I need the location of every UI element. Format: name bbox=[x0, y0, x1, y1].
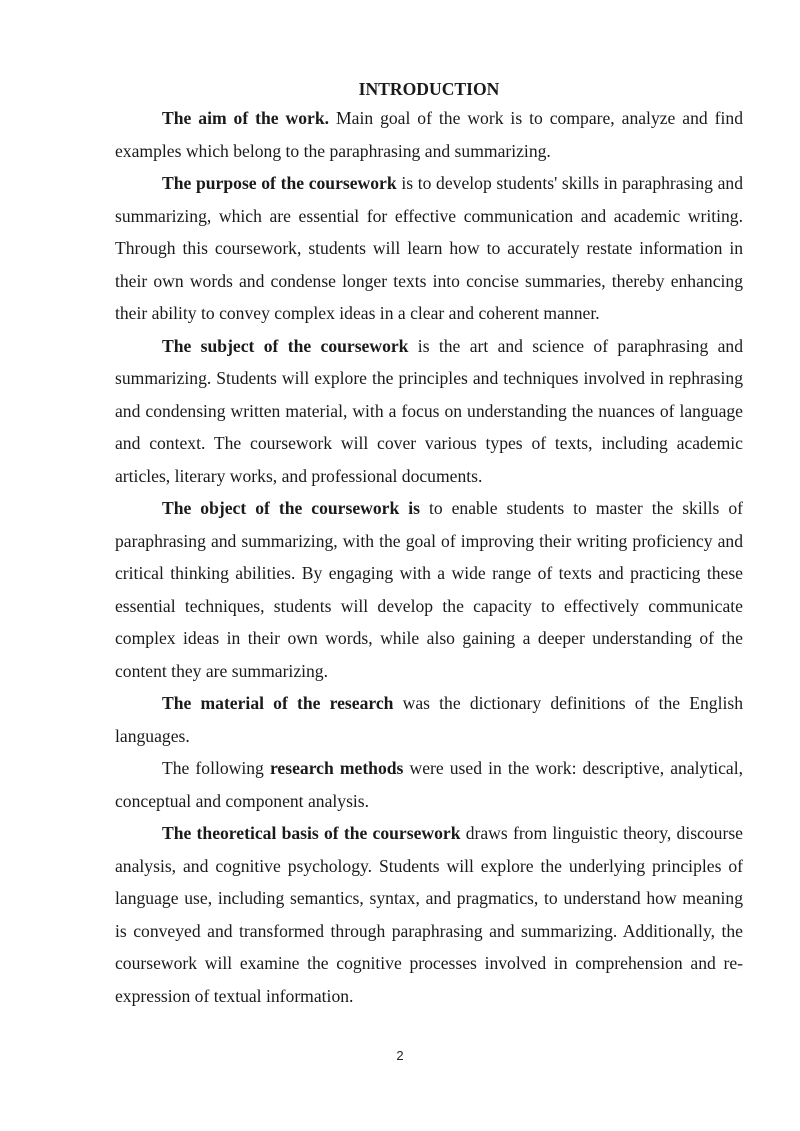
paragraph-text: is to develop students' skills in paraphrasing and summarizing, which are essential for effective communication and academic writing. Through this coursework, students will learn how to accurately restate information in their own words and condense longer texts into concise summaries, thereby enhancing their ability to convey complex ideas in a clear and coherent manner. bbox=[115, 173, 743, 323]
page-title: INTRODUCTION bbox=[358, 79, 500, 99]
paragraph-text: draws from linguistic theory, discourse analysis, and cognitive psychology. Students will explore the underlying principles of language use, including semantics, syntax, and pragmatics, to understand how meaning is conveyed and transformed through paraphrasing and summarizing. Additionally, the coursework will examine the cognitive processes involved in comprehension and re-expression of textual information. bbox=[115, 823, 743, 1006]
paragraph-text: were used in the work: descriptive, analytical, conceptual and component analysis. bbox=[115, 758, 743, 811]
paragraph-purpose bbox=[115, 167, 743, 330]
paragraph-theoretical-basis bbox=[115, 817, 743, 1012]
paragraph-bold-term: The material of the research bbox=[162, 693, 394, 713]
paragraph-lead: The following bbox=[162, 758, 270, 778]
paragraph-object bbox=[115, 492, 743, 687]
paragraph-methods bbox=[115, 752, 743, 817]
paragraph-text: is the art and science of paraphrasing and summarizing. Students will explore the principles and techniques involved in rephrasing and condensing written material, with a focus on understanding the nuances of language and context. The coursework will cover various types of texts, including academic articles, literary works, and professional documents. bbox=[115, 335, 743, 486]
paragraph-material bbox=[115, 687, 743, 752]
paragraph-subject bbox=[115, 330, 743, 493]
page-content bbox=[115, 76, 743, 1012]
paragraph-bold-term: research methods bbox=[269, 758, 404, 778]
paragraph-aim bbox=[115, 102, 743, 167]
paragraph-bold-term: The aim of the work. bbox=[162, 108, 330, 128]
paragraph-bold-term: The theoretical basis of the coursework bbox=[162, 823, 461, 843]
paragraph-bold-term: The subject of the coursework bbox=[162, 335, 409, 356]
paragraph-bold-term: The purpose of the coursework bbox=[162, 173, 397, 193]
paragraph-text: Main goal of the work is to compare, analyze and find examples which belong to the paraphrasing and summarizing. bbox=[115, 108, 743, 161]
paragraph-text: was the dictionary definitions of the English languages. bbox=[115, 693, 744, 746]
paragraph-bold-term: The object of the coursework is bbox=[162, 498, 420, 518]
page-number: 2 bbox=[396, 1048, 404, 1063]
paragraph-text: to enable students to master the skills of paraphrasing and summarizing, with the goal of improving their writing proficiency and critical thinking abilities. By engaging with a wide range of texts and practicing these essential techniques, students will develop the capacity to effectively communicate complex ideas in their own words, while also gaining a deeper understanding of the content they are summarizing. bbox=[115, 498, 743, 681]
